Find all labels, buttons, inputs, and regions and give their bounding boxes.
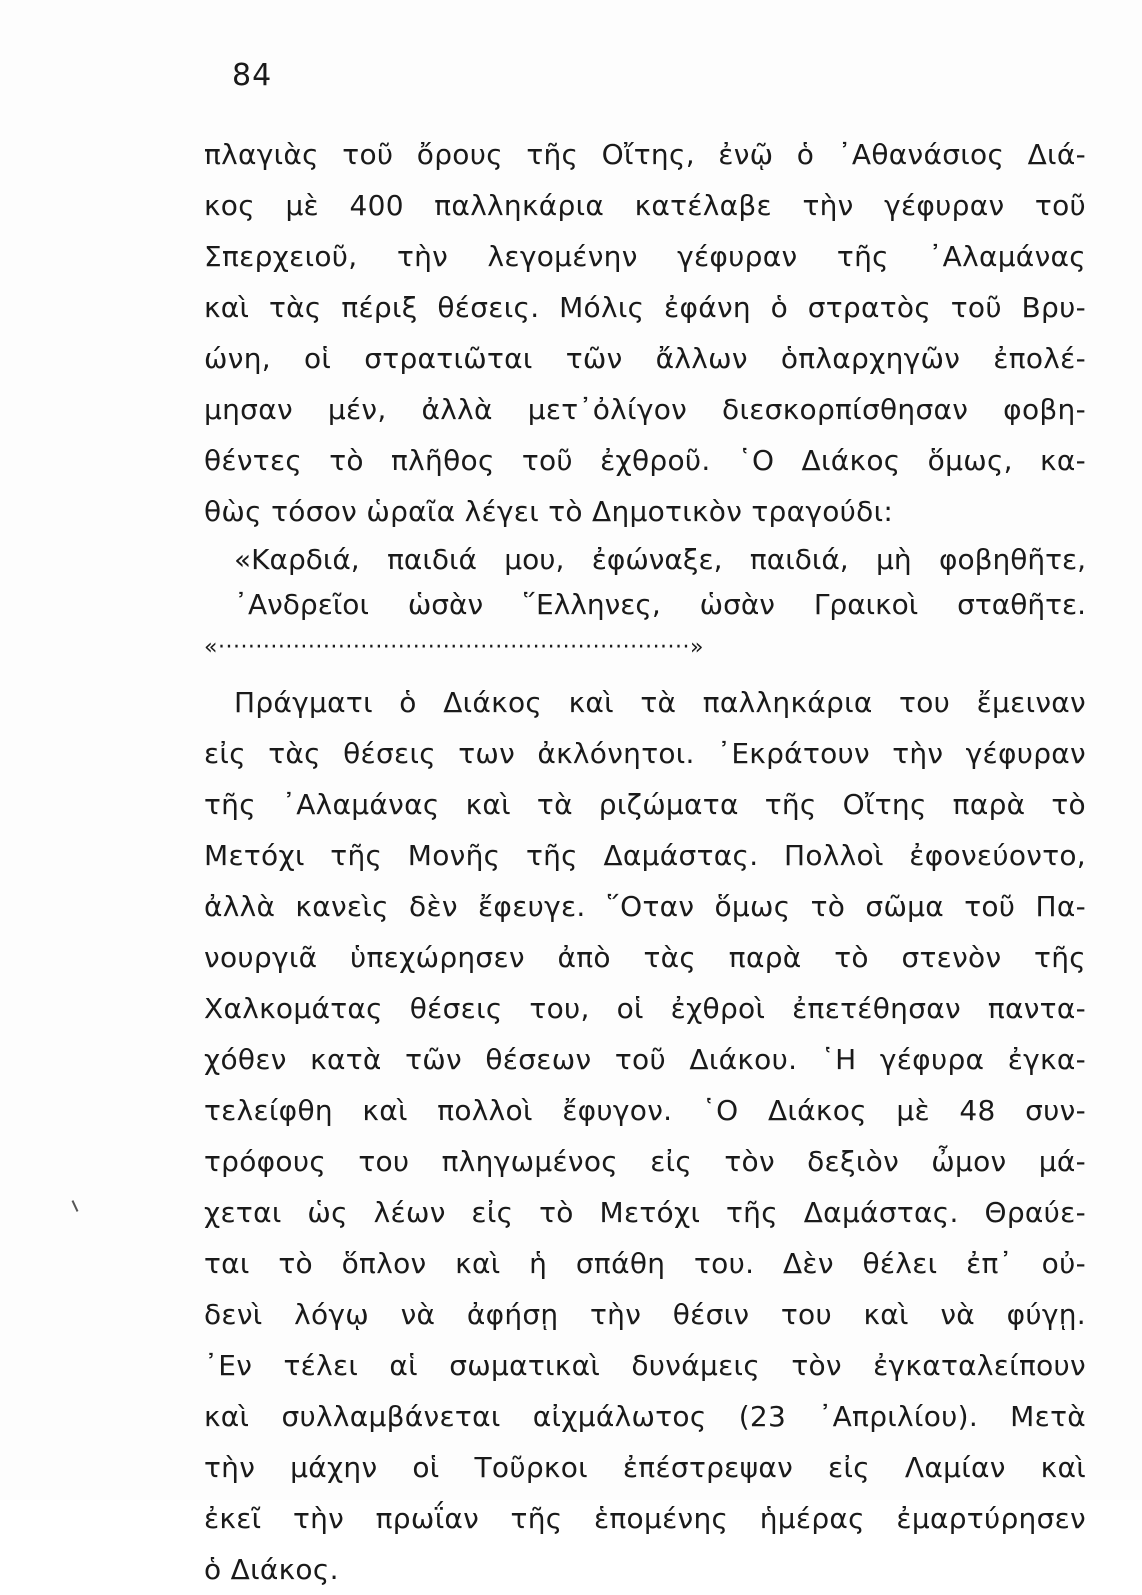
text-line: χεται ὡς λέων εἰς τὸ Μετόχι τῆς Δαμάστας. Θραύε- — [204, 1196, 1086, 1229]
text-line: τρόφους του πληγωμένος εἰς τὸν δεξιὸν ὦμον μά- — [204, 1145, 1086, 1178]
text-line: νουργιᾶ ὑπεχώρησεν ἀπὸ τὰς παρὰ τὸ στενὸν τῆς — [204, 941, 1086, 974]
text-line: ᾿Εν τέλει αἱ σωματικαὶ δυνάμεις τὸν ἐγκαταλείπουν — [204, 1349, 1086, 1382]
text-line: ἐκεῖ τὴν πρωΐαν τῆς ἑπομένης ἡμέρας ἐμαρτύρησεν — [204, 1502, 1086, 1535]
text-line: καὶ συλλαμβάνεται αἰχμάλωτος (23 ᾿Απριλίου). Μετὰ — [204, 1400, 1086, 1433]
paragraph-gap — [204, 669, 1086, 677]
text-line: Χαλκομάτας θέσεις του, οἱ ἐχθροὶ ἐπετέθησαν παντα- — [204, 992, 1086, 1025]
text-line: ώνη, οἱ στρατιῶται τῶν ἄλλων ὁπλαρχηγῶν ἐπολέ- — [204, 342, 1086, 375]
text-line: ἀλλὰ κανεὶς δὲν ἔφευγε. ῞Οταν ὅμως τὸ σῶμα τοῦ Πα- — [204, 890, 1086, 923]
stray-mark — [72, 1200, 79, 1212]
text-line: θέντες τὸ πλῆθος τοῦ ἐχθροῦ. ῾Ο Διάκος ὅμως, κα- — [204, 444, 1086, 477]
text-line: ται τὸ ὅπλον καὶ ἡ σπάθη του. Δὲν θέλει ἐπ᾿ οὐ- — [204, 1247, 1086, 1280]
text-line: τῆς ᾿Αλαμάνας καὶ τὰ ριζώματα τῆς Οἴτης παρὰ τὸ — [204, 788, 1086, 821]
body-text — [204, 129, 1086, 1595]
text-line: δενὶ λόγῳ νὰ ἀφήσῃ τὴν θέσιν του καὶ νὰ φύγῃ. — [204, 1298, 1086, 1331]
text-line: Πράγματι ὁ Διάκος καὶ τὰ παλληκάρια του ἔμειναν — [234, 686, 1086, 719]
text-line: μησαν μέν, ἀλλὰ μετ᾿ὀλίγον διεσκορπίσθησαν φοβη- — [204, 393, 1086, 426]
text-line: καὶ τὰς πέριξ θέσεις. Μόλις ἐφάνη ὁ στρατὸς τοῦ Βρυ- — [204, 291, 1086, 324]
text-line: χόθεν κατὰ τῶν θέσεων τοῦ Διάκου. ῾Η γέφυρα ἐγκα- — [204, 1043, 1086, 1076]
text-line: εἰς τὰς θέσεις των ἀκλόνητοι. ᾿Εκράτουν τὴν γέφυραν — [204, 737, 1086, 770]
text-line: Σπερχειοῦ, τὴν λεγομένην γέφυραν τῆς ᾿Αλαμάνας — [204, 240, 1086, 273]
text-line: κος μὲ 400 παλληκάρια κατέλαβε τὴν γέφυραν τοῦ — [204, 189, 1086, 222]
text-line: θὼς τόσον ὡραῖα λέγει τὸ Δημοτικὸν τραγούδι: — [204, 495, 894, 528]
text-line: τὴν μάχην οἱ Τοῦρκοι ἐπέστρεψαν εἰς Λαμίαν καὶ — [204, 1451, 1086, 1484]
page-number: 84 — [232, 58, 273, 93]
text-line: ὁ Διάκος. — [204, 1553, 339, 1586]
poem-line: ᾿Ανδρεῖοι ὡσὰν ῞Ελληνες, ὡσὰν Γραικοὶ σταθῆτε. — [234, 588, 1086, 621]
text-line: πλαγιὰς τοῦ ὄρους τῆς Οἴτης, ἐνῷ ὁ ᾿Αθανάσιος Διά- — [204, 138, 1086, 171]
poem-line: «Καρδιά, παιδιά μου, ἐφώναξε, παιδιά, μὴ φοβηθῆτε, — [234, 543, 1086, 576]
text-line: τελείφθη καὶ πολλοὶ ἔφυγον. ῾Ο Διάκος μὲ 48 συν- — [204, 1094, 1086, 1127]
text-line: Μετόχι τῆς Μονῆς τῆς Δαμάστας. Πολλοὶ ἐφονεύοντο, — [204, 839, 1086, 872]
poem-ellipsis: «·······························································» — [204, 635, 704, 660]
